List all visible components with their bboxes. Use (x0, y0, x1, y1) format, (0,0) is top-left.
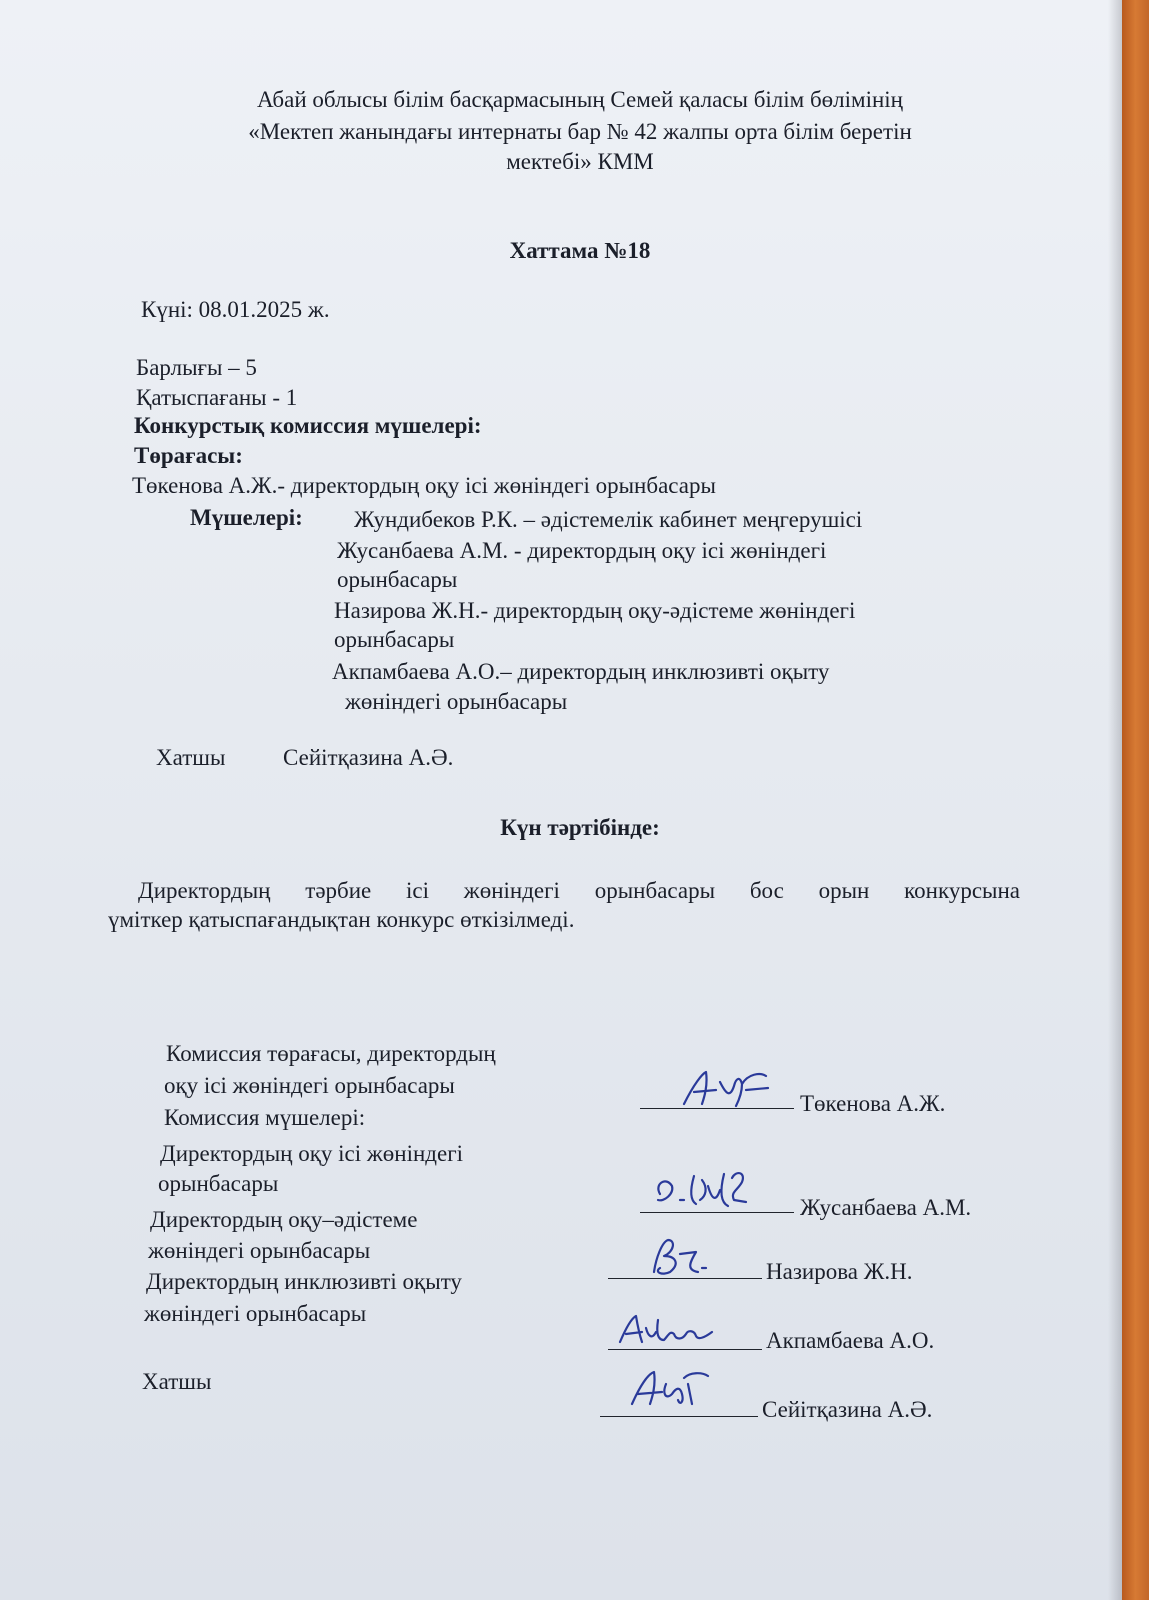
header-line-1: Абай облысы білім басқармасының Семей қаласы білім бөлімінің (256, 87, 903, 112)
signature-role-line: Комиссия төрағасы, директордың (166, 1041, 496, 1066)
header-line-3: мектебі» КММ (506, 149, 654, 174)
members-label: Мүшелері: (190, 505, 303, 530)
member-line: жөніндегі орынбасары (345, 689, 568, 714)
member-line: Жундибеков Р.К. – әдістемелік кабинет меңгерушісі (354, 507, 863, 532)
member-line: орынбасары (337, 567, 458, 592)
handwritten-signature (612, 1306, 722, 1352)
signature-role-line: Директордың инклюзивті оқыту (146, 1269, 462, 1294)
attendance-total: Барлығы – 5 (136, 355, 257, 380)
attendance-absent: Қатыспағаны - 1 (136, 385, 298, 410)
secretary-name: Сейітқазина А.Ә. (283, 745, 454, 770)
member-line: Жусанбаева А.М. - директордың оқу ісі жөніндегі (337, 538, 827, 563)
agenda-text-line-2: үміткер қатыспағандықтан конкурс өткізілмеді. (108, 907, 575, 932)
signatory-name: Жусанбаева А.М. (800, 1195, 972, 1220)
signature-role-line: Директордың оқу ісі жөніндегі (160, 1141, 464, 1166)
signature-role-line: Директордың оқу–әдістеме (150, 1207, 418, 1232)
member-line: орынбасары (334, 627, 455, 652)
signatory-name: Акпамбаева А.О. (766, 1328, 935, 1353)
commission-heading: Конкурстық комиссия мүшелері: (134, 413, 482, 438)
agenda-text-line-1: Директордың тәрбие ісі жөніндегі орынбасары бос орын конкурсына (138, 878, 1020, 903)
date-line: Күні: 08.01.2025 ж. (141, 297, 330, 322)
chair-label: Төрағасы: (134, 443, 243, 468)
handwritten-signature (622, 1364, 712, 1414)
signature-role-line: Комиссия мүшелері: (164, 1105, 366, 1130)
member-line: Акпамбаева А.О.– директордың инклюзивті оқыту (332, 659, 830, 684)
handwritten-signature (650, 1166, 780, 1218)
header-line-2: «Мектеп жанындағы интернаты бар № 42 жалпы орта білім беретін (248, 119, 912, 144)
signature-role-line: орынбасары (158, 1171, 279, 1196)
signatory-name: Төкенова А.Ж. (800, 1091, 946, 1116)
signature-role-line: Хатшы (142, 1369, 212, 1394)
agenda-heading: Күн тәртібінде: (500, 815, 660, 840)
signature-line (600, 1416, 758, 1417)
signatory-name: Назирова Ж.Н. (766, 1259, 913, 1284)
member-line: Назирова Ж.Н.- директордың оқу-әдістеме жөніндегі (334, 598, 856, 623)
chair-line: Төкенова А.Ж.- директордың оқу ісі жөніндегі орынбасары (132, 473, 716, 498)
signature-role-line: оқу ісі жөніндегі орынбасары (164, 1073, 455, 1098)
background-surface (1122, 0, 1149, 1600)
handwritten-signature (676, 1064, 776, 1114)
signatory-name: Сейітқазина А.Ә. (762, 1397, 933, 1422)
handwritten-signature (640, 1232, 720, 1282)
signature-role-line: жөніндегі орынбасары (148, 1238, 371, 1263)
protocol-title: Хаттама №18 (509, 238, 651, 263)
signature-role-line: жөніндегі орынбасары (144, 1301, 367, 1326)
secretary-label: Хатшы (156, 745, 226, 770)
